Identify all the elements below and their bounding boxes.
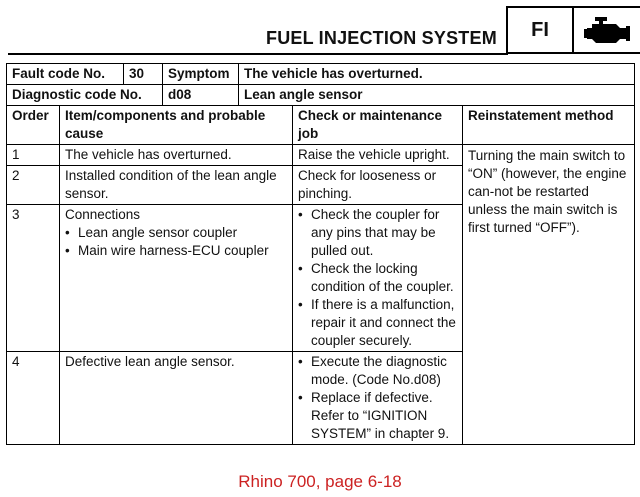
symptom-label: Symptom xyxy=(163,64,239,85)
section-code: FI xyxy=(508,8,574,52)
col-check-header: Check or maintenance job xyxy=(293,106,463,145)
diagnostic-row xyxy=(7,85,635,106)
table-row xyxy=(7,145,635,166)
row-order: 3 xyxy=(7,205,60,352)
reinstatement-method: Turning the main switch to “ON” (however, the engine can-not be restarted unless the main switch is first turned “OFF”). xyxy=(463,145,635,445)
row-order: 4 xyxy=(7,352,60,445)
row-check xyxy=(293,352,463,445)
row-check: Check for looseness or pinching. xyxy=(293,166,463,205)
page-title: FUEL INJECTION SYSTEM xyxy=(266,28,497,48)
row-item xyxy=(60,205,293,352)
col-order-header: Order xyxy=(7,106,60,145)
row-check xyxy=(293,205,463,352)
row-item-title: Connections xyxy=(65,207,141,222)
fault-row xyxy=(7,64,635,85)
row-check-bullets xyxy=(298,206,457,350)
symptom-value: The vehicle has overturned. xyxy=(239,64,635,85)
row-item-bullets xyxy=(65,224,287,260)
row-item: Installed condition of the lean angle sensor. xyxy=(60,166,293,205)
list-item: • Check the locking condition of the coupler. xyxy=(298,260,457,296)
row-check-bullets xyxy=(298,353,457,443)
fault-code-value: 30 xyxy=(124,64,163,85)
fault-code-label: Fault code No. xyxy=(7,64,124,85)
col-reinstatement-header: Reinstatement method xyxy=(463,106,635,145)
diagnostic-code-label: Diagnostic code No. xyxy=(7,85,163,106)
row-check: Raise the vehicle upright. xyxy=(293,145,463,166)
engine-icon xyxy=(574,8,640,52)
col-item-header: Item/components and probable cause xyxy=(60,106,293,145)
page-footer: Rhino 700, page 6-18 xyxy=(238,472,402,491)
list-item: • Lean angle sensor coupler xyxy=(65,224,287,242)
list-item: • Check the coupler for any pins that may be pulled out. xyxy=(298,206,457,260)
row-order: 2 xyxy=(7,166,60,205)
list-item: • Execute the diagnostic mode. (Code No.d08) xyxy=(298,353,457,389)
diagnostic-description: Lean angle sensor xyxy=(239,85,635,106)
header-rule xyxy=(8,53,508,55)
row-item: The vehicle has overturned. xyxy=(60,145,293,166)
section-tab xyxy=(506,6,640,54)
row-order: 1 xyxy=(7,145,60,166)
list-item: • Replace if defective. Refer to “IGNITION SYSTEM” in chapter 9. xyxy=(298,389,457,443)
list-item: • Main wire harness-ECU coupler xyxy=(65,242,287,260)
page-header xyxy=(8,6,633,52)
diagnostic-table xyxy=(6,63,635,445)
list-item: • If there is a malfunction, repair it and connect the coupler securely. xyxy=(298,296,457,350)
row-item: Defective lean angle sensor. xyxy=(60,352,293,445)
column-header-row xyxy=(7,106,635,145)
diagnostic-code-value: d08 xyxy=(163,85,239,106)
